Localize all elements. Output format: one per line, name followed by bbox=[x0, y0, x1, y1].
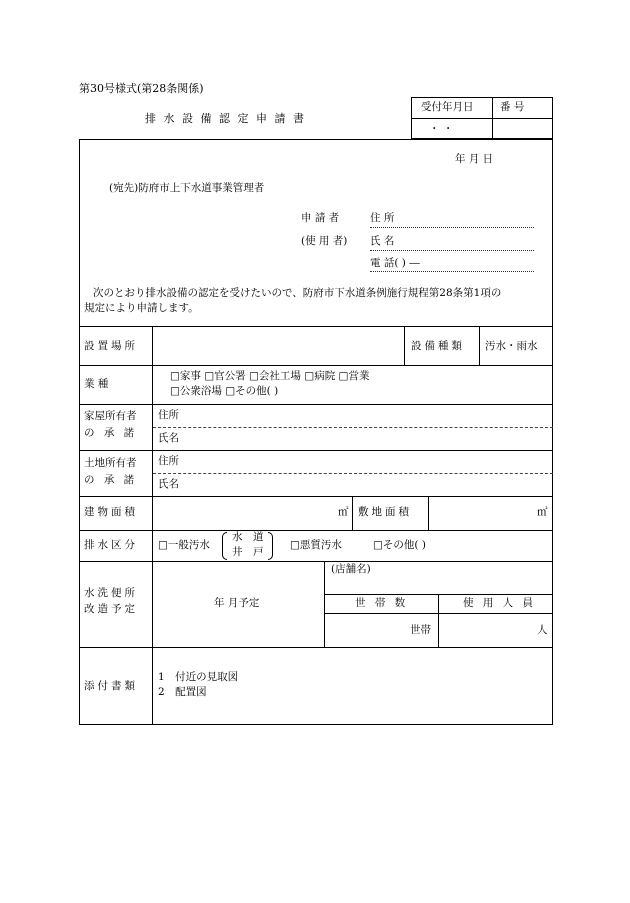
land-owner-label-2: の 承 諾 bbox=[84, 474, 138, 486]
equipment-type-label: 設備種類 bbox=[411, 340, 465, 352]
drainage-other[interactable]: □その他( ) bbox=[373, 539, 426, 551]
applicant-label: 申 請 者 bbox=[301, 212, 340, 224]
attachments-label: 添付書類 bbox=[84, 680, 138, 692]
left-bracket bbox=[222, 532, 227, 560]
applicant-name-field[interactable] bbox=[370, 250, 534, 251]
users-label: 使 用 人 員 bbox=[463, 597, 537, 609]
addressee: (宛先)防府市上下水道事業管理者 bbox=[109, 182, 265, 194]
reception-date-label: 受付年月日 bbox=[421, 101, 474, 113]
house-owner-address[interactable]: 住所 bbox=[158, 409, 179, 421]
applicant-address-field[interactable] bbox=[370, 227, 534, 228]
attachment-item-1: 1 付近の見取図 bbox=[158, 671, 239, 683]
application-date: 年 月 日 bbox=[455, 153, 494, 165]
business-options-2[interactable]: □公衆浴場 □その他( ) bbox=[170, 385, 279, 397]
drainage-well: 井 戸 bbox=[232, 546, 264, 558]
building-area-unit: ㎡ bbox=[338, 506, 349, 518]
toilet-label-1: 水洗便所 bbox=[84, 587, 138, 599]
drainage-general[interactable]: □一般汚水 bbox=[158, 539, 210, 551]
business-options-1[interactable]: □家事 □官公署 □会社工場 □病院 □営業 bbox=[170, 370, 370, 382]
toilet-label-2: 改造予定 bbox=[84, 603, 138, 615]
land-owner-name[interactable]: 氏名 bbox=[158, 478, 179, 490]
users-unit: 人 bbox=[537, 624, 548, 636]
land-owner-label-1: 土地所有者 bbox=[84, 457, 137, 469]
applicant-name-label: 氏 名 bbox=[370, 235, 395, 247]
form-title: 排 水 設 備 認 定 申 請 書 bbox=[145, 112, 306, 125]
site-area-unit: ㎡ bbox=[537, 506, 548, 518]
households-unit: 世帯 bbox=[410, 624, 431, 636]
house-owner-label-1: 家屋所有者 bbox=[84, 410, 137, 422]
applicant-phone-field[interactable] bbox=[370, 271, 534, 272]
reception-number-label: 番 号 bbox=[500, 101, 525, 113]
drainage-bad-water[interactable]: □悪質汚水 bbox=[290, 539, 342, 551]
house-owner-name[interactable]: 氏名 bbox=[158, 432, 179, 444]
applicant-address-label: 住 所 bbox=[370, 212, 395, 224]
applicant-phone: 電 話( ) ― bbox=[370, 257, 420, 269]
drainage-label: 排水区分 bbox=[84, 539, 138, 551]
business-label: 業 種 bbox=[84, 378, 109, 390]
equipment-type-value: 汚水・雨水 bbox=[485, 340, 538, 352]
toilet-schedule[interactable]: 年 月予定 bbox=[214, 597, 260, 609]
applicant-sublabel: (使 用 者) bbox=[301, 235, 348, 247]
location-label: 設置場所 bbox=[84, 340, 138, 352]
drainage-water-supply: 水 道 bbox=[232, 531, 264, 543]
land-owner-address[interactable]: 住所 bbox=[158, 455, 179, 467]
shop-name-label: (店舗名) bbox=[331, 563, 371, 575]
households-label: 世 帯 数 bbox=[355, 597, 409, 609]
building-area-label: 建物面積 bbox=[84, 506, 138, 518]
location-field[interactable] bbox=[153, 327, 403, 364]
intro-line-2: 規定により申請します。 bbox=[84, 302, 199, 314]
house-owner-label-2: の 承 諾 bbox=[84, 427, 138, 439]
attachment-item-2: 2 配置図 bbox=[158, 686, 207, 698]
right-bracket bbox=[268, 532, 273, 560]
site-area-label: 敷地面積 bbox=[358, 506, 412, 518]
form-number: 第30号様式(第28条関係) bbox=[79, 82, 204, 95]
intro-line-1: 次のとおり排水設備の認定を受けたいので、防府市下水道条例施行規程第28条第1項の bbox=[93, 287, 502, 299]
reception-date-value: ・ ・ bbox=[429, 123, 454, 135]
